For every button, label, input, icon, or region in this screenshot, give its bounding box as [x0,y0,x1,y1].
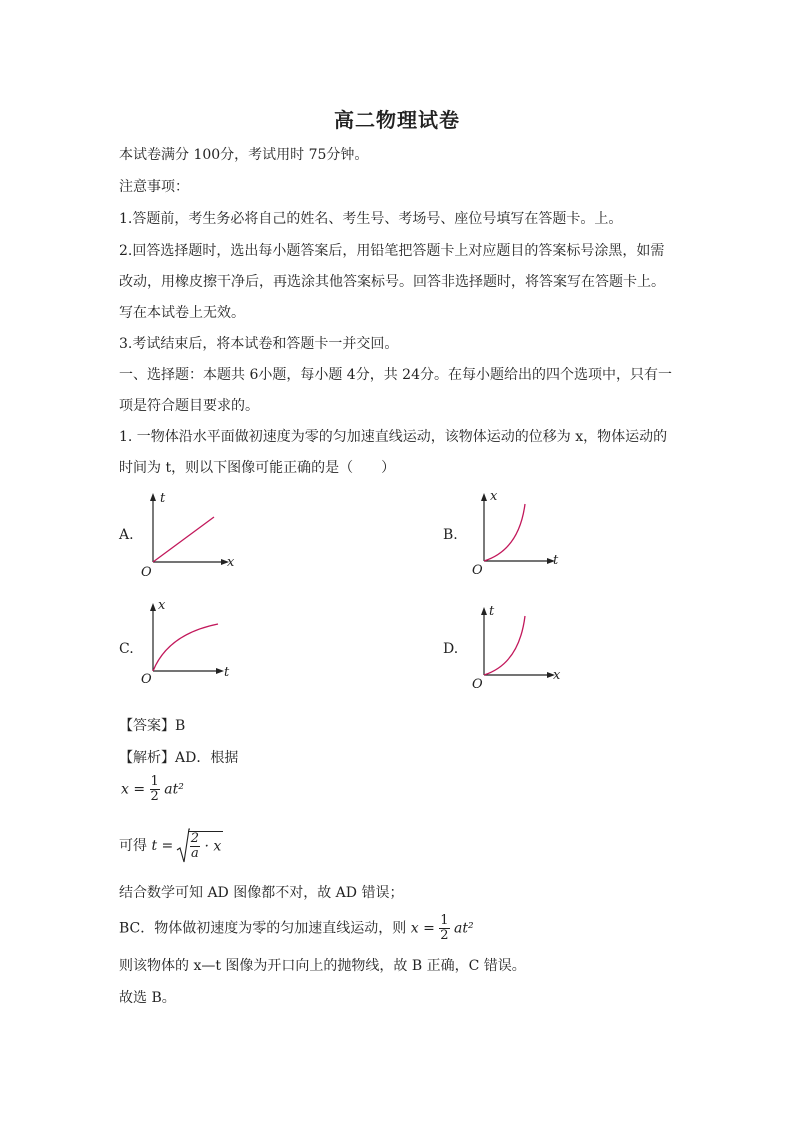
option-b-origin: O [472,563,483,578]
formula-rhs: at² [164,781,184,798]
sqrt-body: $\frac{2}{a}$ · x [188,831,224,861]
option-b-curve [484,504,525,561]
option-a-curve [153,517,214,562]
option-b-graph [467,488,577,580]
option-d-x-label: x [553,668,561,683]
bc-conclusion: 则该物体的 x—t 图像为开口向上的抛物线，故 B 正确，C 错误。 [119,958,526,974]
option-d-graph [467,602,577,694]
question-1-cont: 时间为 t，则以下图像可能正确的是（ ） [119,460,396,476]
option-a-graph [136,490,256,582]
option-a-x-label: x [227,555,235,570]
formula-fraction: $\frac{1}{2}$ [150,774,159,804]
notice-heading: 注意事项： [119,179,189,195]
conclusion-ad: 结合数学可知 AD 图像都不对，故 AD 错误； [119,885,404,901]
option-c-origin: O [141,672,152,687]
answer: 【答案】B [119,718,186,734]
option-c-graph [136,596,246,688]
section-heading-cont: 项是符合题目要求的。 [119,398,259,414]
notice-1: 1.答题前，考生务必将自己的姓名、考生号、考场号、座位号填写在答题卡。上。 [119,211,623,227]
derive-lhs: t = [151,838,174,854]
option-c-label: C. [119,641,134,657]
derive-prefix: 可得 [119,838,147,854]
notice-3: 3.考试结束后，将本试卷和答题卡一并交回。 [119,336,399,352]
section-heading: 一、选择题：本题共 6小题，每小题 4分，共 24分。在每小题给出的四个选项中，只有一 [119,367,672,383]
notice-2: 2.回答选择题时，选出每小题答案后，用铅笔把答题卡上对应题目的答案标号涂黑，如需 [119,243,665,259]
option-c-y-label: x [158,598,166,613]
analysis-start: 【解析】AD．根据 [119,750,239,766]
option-b-x-label: t [553,553,559,568]
page-title: 高二物理试卷 [334,108,460,132]
formula-time [119,828,223,868]
notice-2-end: 写在本试卷上无效。 [119,305,245,321]
option-d-label: D. [443,641,459,657]
option-a-y-label: t [160,491,166,506]
formula-displacement [121,775,184,804]
option-b-y-label: x [490,489,498,504]
option-d-origin: O [472,677,483,692]
option-c-x-label: t [224,665,230,680]
final-answer: 故选 B。 [119,990,176,1006]
option-a-origin: O [141,565,152,580]
option-d-curve [484,616,525,675]
formula-lhs: x = [121,781,146,798]
question-1: 1. 一物体沿水平面做初速度为零的匀加速直线运动，该物体运动的位移为 x，物体运动的 [119,429,668,445]
option-d-y-label: t [489,604,495,619]
option-a-label: A. [119,527,134,543]
option-b-label: B. [443,527,458,543]
intro-text: 本试卷满分 100分，考试用时 75分钟。 [119,147,369,163]
option-c-curve [153,624,218,671]
notice-2-cont: 改动，用橡皮擦干净后，再选涂其他答案标号。回答非选择题时，将答案写在答题卡上。 [119,274,665,290]
analysis-bc: BC．物体做初速度为零的匀加速直线运动，则 x = $\frac{1}{2}$ at² [119,913,474,943]
